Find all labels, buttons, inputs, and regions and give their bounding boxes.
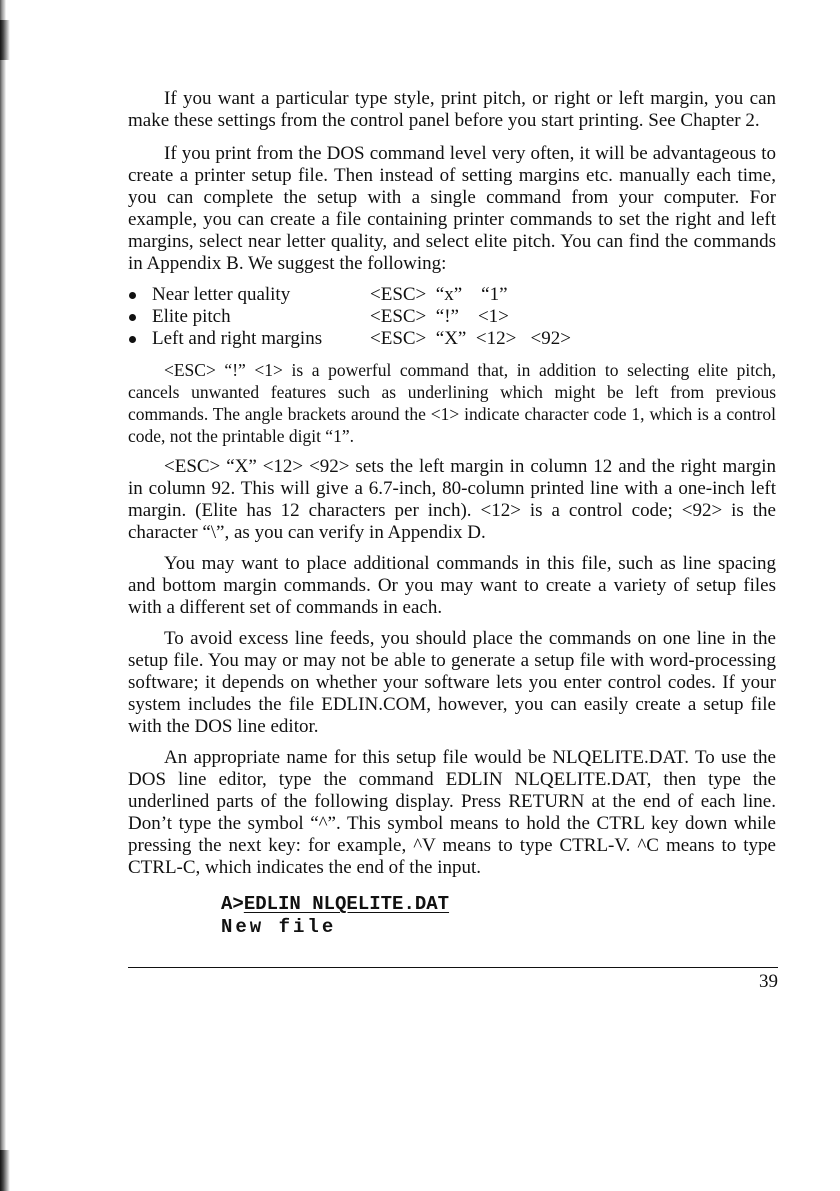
scan-mark — [0, 1150, 10, 1191]
paragraph-esc-exclaim: <ESC> “!” <1> is a powerful command that, in addition to selecting elite pitch, cancels unwanted features such as underlining which might be left from previous commands. The angle brackets around the <1> indicate character code 1, which is a control code, not the printable digit “1”. — [128, 360, 776, 446]
page-body — [128, 88, 776, 939]
bullet-icon — [128, 284, 152, 306]
feature-label: Near letter quality — [152, 284, 291, 305]
code-line-command — [221, 893, 776, 916]
feature-command: <ESC> “X” <12> <92> — [370, 328, 571, 349]
dos-prompt: A> — [221, 893, 244, 915]
bullet-icon — [128, 306, 152, 328]
paragraph-edlin-instructions: An appropriate name for this setup file would be NLQELITE.DAT. To use the DOS line editor, type the command EDLIN NLQELITE.DAT, then type the underlined parts of the following display. Press RETURN at the end of each line. Don’t type the symbol “^”. This symbol means to hold the CTRL key down while pressing the next key: for example, ^V means to type CTRL-V. ^C means to type CTRL-C, which indicates the end of the input. — [128, 747, 776, 878]
feature-command: <ESC> “!” <1> — [370, 306, 509, 327]
feature-command: <ESC> “x” “1” — [370, 284, 508, 305]
suggested-commands-list — [128, 284, 776, 350]
scan-mark — [0, 20, 10, 60]
typed-command: EDLIN NLQELITE.DAT — [243, 893, 450, 915]
feature-label: Elite pitch — [152, 306, 231, 327]
list-item — [128, 284, 776, 306]
paragraph-control-panel: If you want a particular type style, print pitch, or right or left margin, you can make these settings from the control panel before you start printing. See Chapter 2. — [128, 88, 776, 131]
paragraph-additional-commands: You may want to place additional commands in this file, such as line spacing and bottom margin commands. Or you may want to create a variety of setup files with a different set of commands in each. — [128, 553, 776, 618]
list-item — [128, 328, 776, 350]
bullet-icon — [128, 328, 152, 350]
page-binding-edge — [0, 0, 6, 1191]
edlin-display — [221, 893, 776, 939]
page-number: 39 — [759, 971, 778, 992]
paragraph-line-feeds: To avoid excess line feeds, you should place the commands on one line in the setup file. You may or may not be able to generate a setup file with word-processing software; it depends on whether your software lets you enter control codes. If your system includes the file EDLIN.COM, however, you can easily create a setup file with the DOS line editor. — [128, 628, 776, 737]
paragraph-esc-x-margins: <ESC> “X” <12> <92> sets the left margin in column 12 and the right margin in column 92. This will give a 6.7-inch, 80-column printed line with a one-inch left margin. (Elite has 12 characters per inch). <12> is a control code; <92> is the character “\”, as you can verify in Appendix D. — [128, 456, 776, 543]
feature-label: Left and right margins — [152, 328, 323, 349]
list-item — [128, 306, 776, 328]
paragraph-setup-file: If you print from the DOS command level very often, it will be advantageous to create a printer setup file. Then instead of setting margins etc. manually each time, you can complete the setup with a single command from your computer. For example, you can create a file containing printer commands to set the right and left margins, select near letter quality, and select elite pitch. You can find the commands in Appendix B. We suggest the following: — [128, 143, 776, 274]
code-line-response: New file — [221, 916, 337, 938]
footer-rule — [128, 967, 778, 968]
